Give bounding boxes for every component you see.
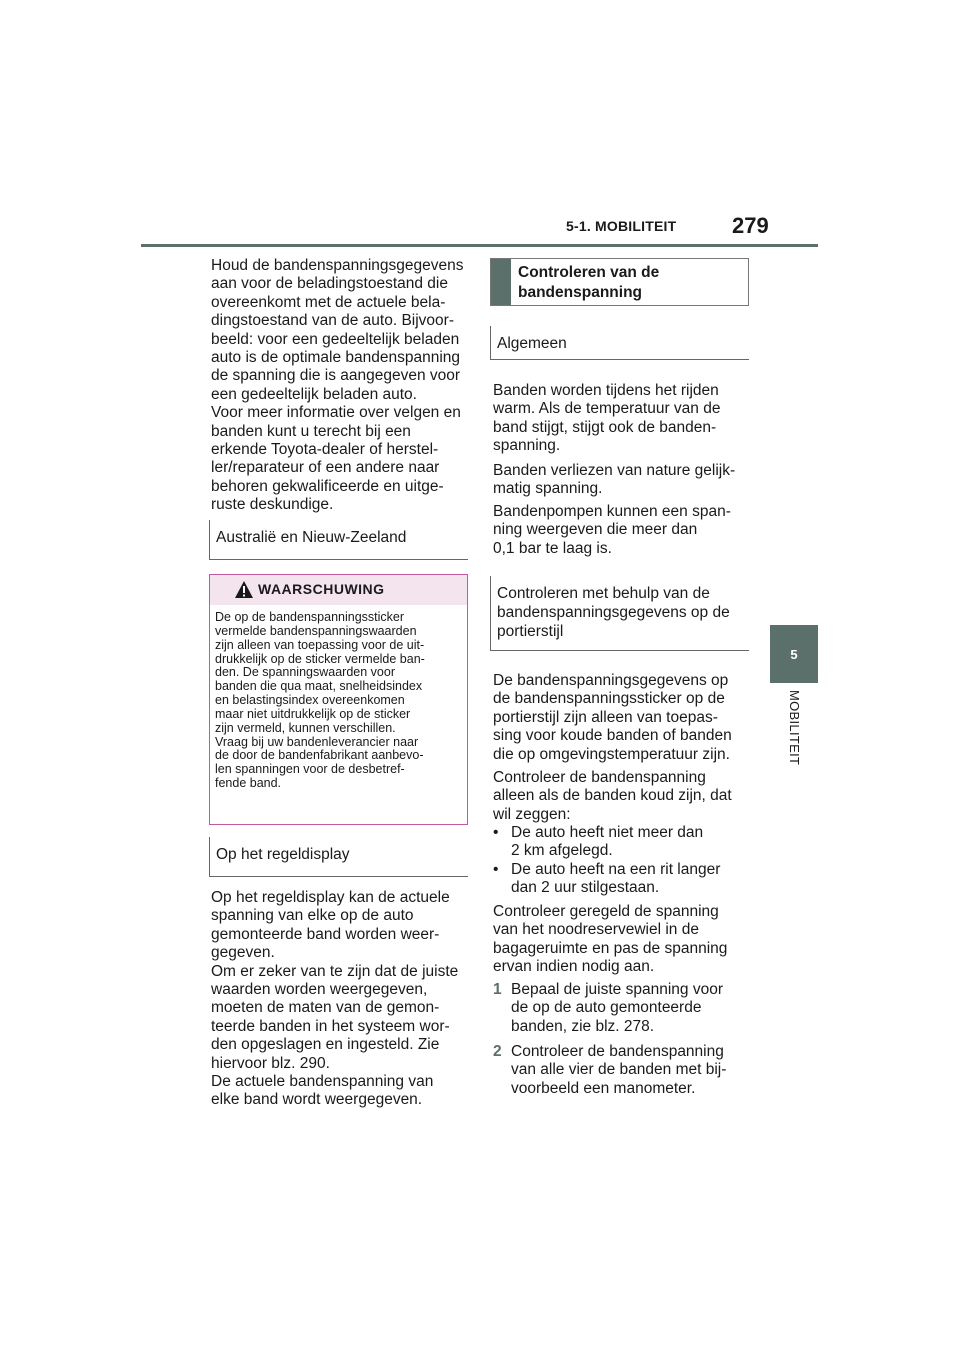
subheading-text: portierstijl — [497, 623, 564, 640]
list-item — [493, 824, 720, 842]
section-heading — [490, 258, 749, 306]
warning-title: WAARSCHUWING — [258, 581, 385, 597]
text-line: alleen als de banden koud zijn, dat — [493, 787, 732, 805]
paragraph-heat — [493, 382, 720, 456]
header-rule — [141, 244, 818, 247]
text-line: den opgeslagen en ingesteld. Zie — [211, 1036, 440, 1054]
section-heading-bar — [491, 259, 511, 305]
bullet-list — [493, 824, 720, 898]
text-line: en belastingsindex overeenkomen — [215, 693, 405, 708]
text-line: erkende Toyota-dealer of herstel- — [211, 441, 439, 459]
step-2 — [493, 1043, 726, 1098]
text-line: ruste deskundige. — [211, 496, 334, 514]
text-line: Vraag bij uw bandenleverancier naar — [215, 734, 419, 749]
text-line: fende band. — [215, 776, 282, 791]
paragraph-pumps — [493, 503, 731, 558]
text-line: gemonteerde band worden weer- — [211, 925, 440, 943]
text-line: overeenkomt met de actuele bela- — [211, 293, 446, 311]
text-line: Op het regeldisplay kan de actuele — [211, 889, 450, 906]
text-line: zijn vermeld, kunnen verschillen. — [215, 720, 396, 735]
paragraph-spare-wheel — [493, 903, 727, 977]
text-line: matig spanning. — [493, 480, 603, 498]
text-line: den. De spanningswaarden voor — [215, 665, 395, 680]
text-line: drukkelijk op de sticker vermelde ban- — [215, 651, 425, 666]
text-line: dingstoestand van de auto. Bijvoor- — [211, 312, 454, 330]
subheading-display — [209, 837, 468, 877]
list-item-text: dan 2 uur stilgestaan. — [511, 879, 660, 897]
text-line: ler/reparateur of een andere naar — [211, 459, 440, 477]
text-line: portierstijl zijn alleen van toepas- — [493, 708, 718, 726]
paragraph-cold-check — [493, 769, 732, 824]
text-line: elke band wordt weergegeven. — [211, 1091, 423, 1109]
text-line: spanning van elke op de auto — [211, 907, 414, 925]
text-line: gegeven. — [211, 944, 275, 962]
list-item — [493, 861, 720, 879]
text-line: Controleer geregeld de spanning — [493, 903, 719, 920]
step-text: van alle vier de banden met bij- — [511, 1061, 727, 1079]
chapter-tab: 5 — [770, 625, 818, 683]
page-number: 279 — [732, 213, 769, 238]
bullet-marker: • — [493, 860, 499, 878]
step-line — [493, 981, 723, 999]
list-item-text: De auto heeft na een rit langer — [511, 860, 721, 878]
text-line: Voor meer informatie over velgen en — [211, 404, 461, 422]
text-line: len spanningen voor de desbetref- — [215, 762, 405, 777]
step-line — [493, 1043, 726, 1061]
text-line: banden die qua maat, snelheidsindex — [215, 679, 423, 694]
text-line: Houd de bandenspanningsgegevens — [211, 257, 464, 274]
text-line: ervan indien nodig aan. — [493, 958, 655, 976]
section-heading-title — [518, 263, 659, 302]
text-line: die op omgevingstemperatuur zijn. — [493, 745, 730, 763]
warning-text — [215, 611, 425, 791]
text-line: De bandenspanningsgegevens op — [493, 672, 729, 689]
text-line: Bandenpompen kunnen een span- — [493, 503, 731, 520]
subheading-australia — [209, 520, 468, 560]
text-line: hiervoor blz. 290. — [211, 1054, 330, 1072]
step-text: Bepaal de juiste spanning voor — [511, 981, 723, 998]
step-number: 2 — [493, 1043, 502, 1060]
text-line: teerde banden in het systeem wor- — [211, 1017, 450, 1035]
step-text: voorbeeld een manometer. — [511, 1079, 696, 1097]
text-line: band stijgt, stijgt ook de banden- — [493, 418, 717, 436]
display-paragraph — [211, 889, 458, 1110]
warning-triangle-icon — [234, 580, 254, 604]
text-line: auto is de optimale bandenspanning — [211, 349, 461, 367]
text-line: warm. Als de temperatuur van de — [493, 400, 721, 418]
text-line: De actuele bandenspanning van — [211, 1073, 434, 1091]
text-line: 0,1 bar te laag is. — [493, 539, 612, 557]
text-line: De op de bandenspanningssticker — [215, 610, 405, 624]
text-line: Banden worden tijdens het rijden — [493, 382, 719, 399]
list-item-text: De auto heeft niet meer dan — [511, 824, 704, 841]
subheading-text: Australië en Nieuw-Zeeland — [216, 529, 407, 546]
step-1 — [493, 981, 723, 1036]
text-line: behoren gekwalificeerde en uitge- — [211, 477, 444, 495]
text-line: spanning. — [493, 437, 561, 455]
text-line: de spanning die is aangegeven voor — [211, 367, 461, 385]
text-line: sing voor koude banden of banden — [493, 727, 732, 745]
text-line: zijn alleen van toepassing voor de uit- — [215, 637, 425, 652]
text-line: beeld: voor een gedeeltelijk beladen — [211, 330, 460, 348]
subheading-door-pillar — [490, 576, 749, 651]
step-text: banden, zie blz. 278. — [511, 1017, 655, 1035]
text-line: ning weergeven die meer dan — [493, 521, 698, 539]
subheading-text: Controleren met behulp van de — [497, 585, 710, 602]
text-line: de door de bandenfabrikant aanbevo- — [215, 748, 424, 763]
paragraph-sticker — [493, 672, 732, 764]
text-line: maar niet uitdrukkelijk op de sticker — [215, 706, 411, 721]
chapter-label: MOBILITEIT — [787, 690, 802, 766]
text-line: van het noodreservewiel in de — [493, 921, 699, 939]
text-line: wil zeggen: — [493, 805, 571, 823]
text-line: bagageruimte en pas de spanning — [493, 939, 728, 957]
section-label: 5-1. MOBILITEIT — [566, 218, 677, 234]
text-line: Controleren van de — [518, 264, 660, 281]
text-line: bandenspanning — [518, 283, 642, 301]
step-text: Controleer de bandenspanning — [511, 1043, 724, 1060]
text-line: Banden verliezen van nature gelijk- — [493, 462, 736, 479]
list-item-text: 2 km afgelegd. — [511, 842, 613, 860]
text-line: waarden worden weergegeven, — [211, 981, 428, 999]
subheading-text: Op het regeldisplay — [216, 846, 350, 863]
text-line: een gedeeltelijk beladen auto. — [211, 385, 417, 403]
text-line: aan voor de beladingstoestand die — [211, 275, 448, 293]
text-line: vermelde bandenspanningswaarden — [215, 623, 417, 638]
bullet-marker: • — [493, 824, 499, 841]
subheading-text: Algemeen — [497, 335, 567, 352]
text-line: Controleer de bandenspanning — [493, 769, 706, 786]
text-line: moeten de maten van de gemon- — [211, 999, 440, 1017]
subheading-general — [490, 326, 749, 360]
paragraph-loss — [493, 462, 735, 499]
warning-box — [209, 574, 468, 825]
warning-header — [210, 575, 467, 605]
text-line: Om er zeker van te zijn dat de juiste — [211, 962, 459, 980]
step-text: de op de auto gemonteerde — [511, 999, 702, 1017]
text-line: de bandenspanningssticker op de — [493, 690, 725, 708]
subheading-text: bandenspanningsgegevens op de — [497, 604, 730, 621]
step-number: 1 — [493, 981, 502, 998]
text-line: banden kunt u terecht bij een — [211, 422, 411, 440]
intro-paragraph — [211, 257, 464, 515]
